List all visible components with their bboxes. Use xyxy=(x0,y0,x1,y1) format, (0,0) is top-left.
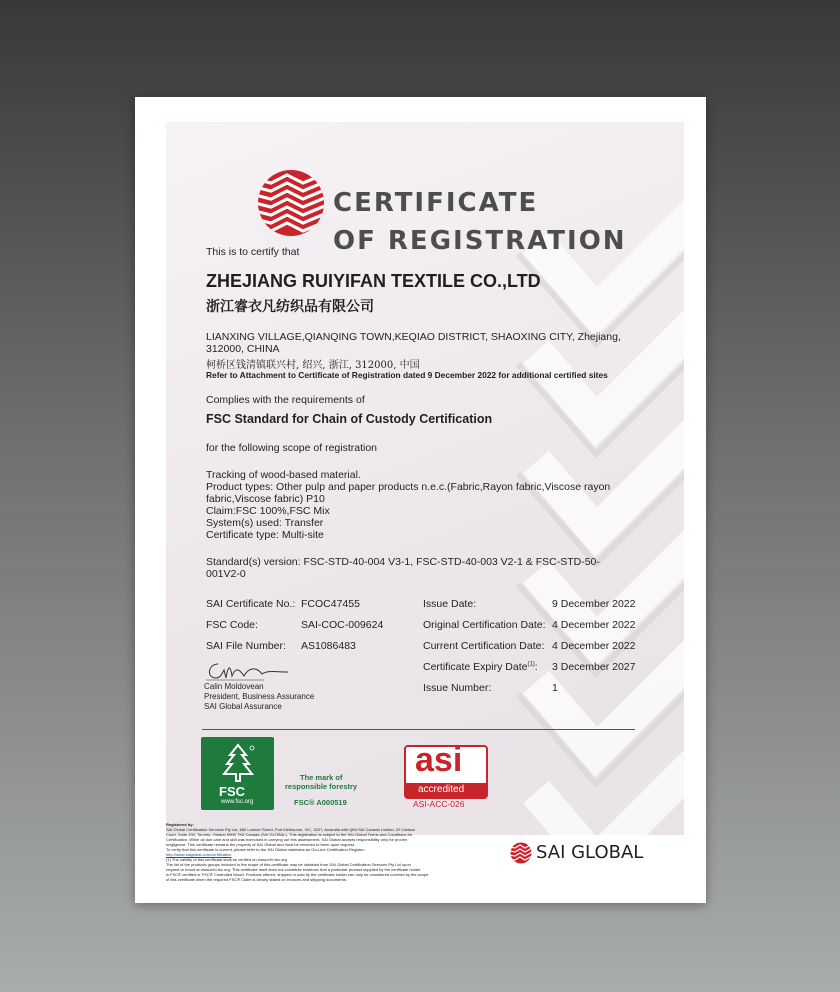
signatory-org: SAI Global Assurance xyxy=(204,702,282,711)
company-name-cn: 浙江睿衣凡纺织品有限公司 xyxy=(206,299,374,315)
original-cert-date-value: 4 December 2022 xyxy=(552,619,636,631)
standards-line-2: 001V2-0 xyxy=(206,568,246,580)
company-name-en: ZHEJIANG RUIYIFAN TEXTILE CO.,LTD xyxy=(206,271,541,291)
fsc-url: www.fsc.org xyxy=(221,799,254,805)
footer-small-print xyxy=(166,822,484,882)
original-cert-date-label: Original Certification Date: xyxy=(423,619,546,631)
address-cn: 柯桥区钱清镇联兴村, 绍兴, 浙江, 312000, 中国 xyxy=(206,360,420,371)
footer-line: Court, Suite 200, Toronto, Ontario M9W 7K6 Canada (SAI GLOBAL). This registration is subject to the SAI Global Terms and Conditions for xyxy=(166,832,413,837)
complies-text: Complies with the requirements of xyxy=(206,394,365,406)
signature-image xyxy=(204,660,292,682)
scope-intro: for the following scope of registration xyxy=(206,442,378,454)
scope-line: System(s) used: Transfer xyxy=(206,517,324,529)
fsc-mark-line2: responsible forestry xyxy=(285,782,358,791)
address-line-2: 312000, CHINA xyxy=(206,343,280,355)
signatory-title: President, Business Assurance xyxy=(204,692,315,701)
footer-line: request or found at www.info.fsc.org. This certificate itself does not constitute evidence that a particular product supplied by the certificate holder xyxy=(166,867,421,872)
scope-line: Tracking of wood-based material. xyxy=(206,469,361,481)
footer-line: (1) The validity of this certificate shall be verified on www.info.fsc.org xyxy=(166,857,287,862)
sai-global-logo-icon xyxy=(510,842,532,864)
footer-line: SAI Global Certification Services Pty Ltd, 680 Lorimer Street, Port Melbourne, VIC, 3207, Australia with QMI-SAI Canada Limited, 20 Carlson xyxy=(166,827,416,832)
sai-file-label: SAI File Number: xyxy=(206,640,286,652)
issue-number-value: 1 xyxy=(552,682,558,694)
certificate-title xyxy=(333,184,627,260)
asi-logo-text: asi xyxy=(415,741,463,779)
asi-accredited-text: accredited xyxy=(418,784,465,795)
certificate-body xyxy=(166,122,684,835)
footer-line: The list of the products groups included in the scope of this certificate may be obtained from SAI Global Certification Services Pty Ltd upon xyxy=(166,862,411,867)
sai-certificate-label: SAI Certificate No.: xyxy=(206,598,296,610)
scope-line: Certificate type: Multi-site xyxy=(206,529,324,541)
issue-number-label: Issue Number: xyxy=(423,682,492,694)
footer-line: is FSC® certified or FSC® Controlled Wood. Products offered, shipped or sold by the certificate holder can only be considered covered by the scope xyxy=(166,872,429,877)
fsc-logo xyxy=(201,737,274,810)
footer-line: of this certificate when the required FSC® Claim is clearly stated on invoices and shipping documents. xyxy=(166,877,347,882)
signatory-name: Calin Moldovean xyxy=(204,682,264,691)
scope-line: Claim:FSC 100%,FSC Mix xyxy=(206,505,330,517)
sai-certificate-value: FCOC47455 xyxy=(301,598,360,610)
fsc-mark-line1: The mark of xyxy=(300,773,343,782)
fsc-tree-icon xyxy=(218,743,258,783)
asi-accredited-logo xyxy=(404,741,488,799)
standard-name: FSC Standard for Chain of Custody Certification xyxy=(206,412,493,426)
footer-link[interactable]: http://www.saiglobal.com/certificates/ xyxy=(166,852,232,857)
expiry-date-value: 3 December 2027 xyxy=(552,661,636,673)
sai-global-logo-text: SAI GLOBAL xyxy=(536,842,644,863)
standards-version xyxy=(206,556,600,580)
fsc-license-code: FSC® A000519 xyxy=(294,798,347,807)
footer-line: To verify that this certificate is current, please refer to the SAI Global maintains an On-Line Certification Register: xyxy=(166,847,365,852)
current-cert-date-value: 4 December 2022 xyxy=(552,640,636,652)
attachment-note: Refer to Attachment to Certificate of Registration dated 9 December 2022 for additional certified sites xyxy=(206,370,608,380)
registered-by-label: Registered by: xyxy=(166,822,194,827)
asi-code: ASI-ACC-026 xyxy=(413,799,465,809)
expiry-date-colon: : xyxy=(534,661,538,673)
standards-line-1: Standard(s) version: FSC-STD-40-004 V3-1, FSC-STD-40-003 V2-1 & FSC-STD-50- xyxy=(206,556,600,568)
scope-line: fabric,Viscose fabric) P10 xyxy=(206,493,325,505)
footer-line: Certification. While all due care and skill was exercised in carrying out this assessment, SAI Global accepts responsibility only for proven xyxy=(166,837,408,842)
fsc-code-value: SAI-COC-009624 xyxy=(301,619,384,631)
sai-global-emblem xyxy=(257,169,325,237)
scope-line: Product types: Other pulp and paper products n.e.c.(Fabric,Rayon fabric,Viscose rayon xyxy=(206,481,611,493)
certificate-paper xyxy=(135,97,706,903)
sai-file-value: AS1086483 xyxy=(301,640,356,652)
certify-text: This is to certify that xyxy=(206,246,300,258)
divider-line xyxy=(202,729,635,730)
expiry-date-label xyxy=(423,661,538,673)
expiry-date-label-text: Certificate Expiry Date xyxy=(423,661,528,673)
title-line-1: CERTIFICATE xyxy=(333,188,539,218)
fsc-logo-text: FSC xyxy=(219,784,245,799)
title-line-2: OF REGISTRATION xyxy=(333,226,627,256)
scope-block xyxy=(206,469,610,541)
expiry-footnote-marker: (1) xyxy=(527,661,535,668)
issue-date-value: 9 December 2022 xyxy=(552,598,636,610)
footer-line: negligence. This certificate remains the property of SAI Global and must be returned to them upon request. xyxy=(166,842,355,847)
current-cert-date-label: Current Certification Date: xyxy=(423,640,545,652)
issue-date-label: Issue Date: xyxy=(423,598,477,610)
address-line-1: LIANXING VILLAGE,QIANQING TOWN,KEQIAO DISTRICT, SHAOXING CITY, Zhejiang, xyxy=(206,331,621,343)
fsc-code-label: FSC Code: xyxy=(206,619,258,631)
